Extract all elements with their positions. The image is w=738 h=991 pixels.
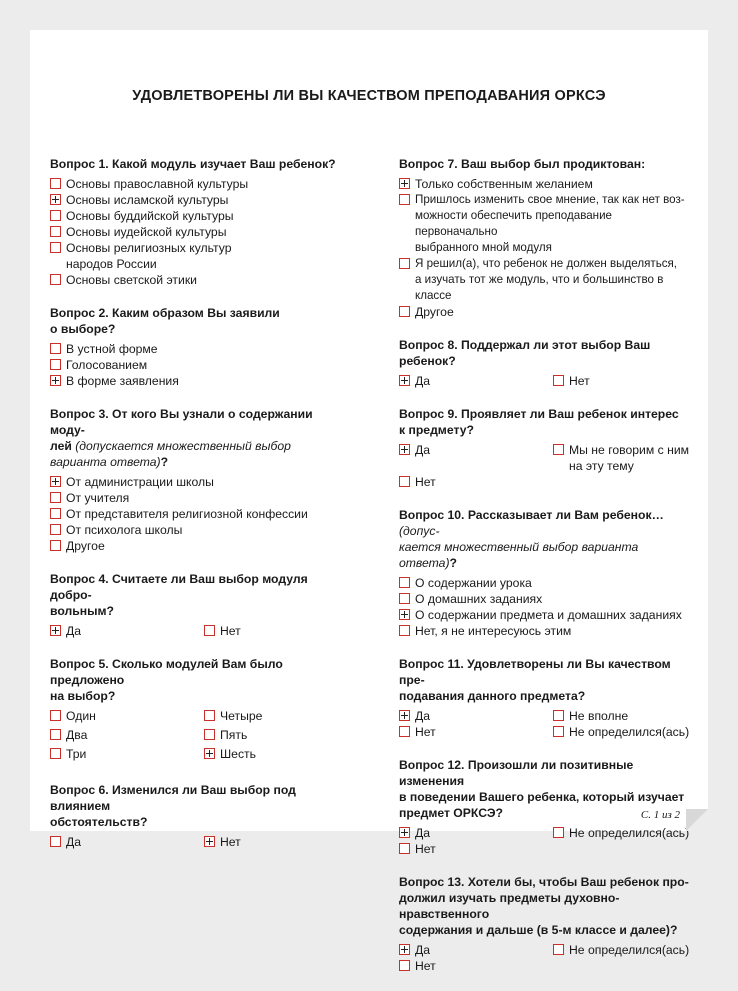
option-label: Только собственным желанием [415, 177, 593, 191]
checkbox-checked[interactable] [204, 836, 215, 847]
question-title: Вопрос 11. Удовлетворены ли Вы качеством пре- подавания данного предмета? [399, 657, 671, 703]
checkbox[interactable] [50, 748, 61, 759]
question-title: Вопрос 1. Какой модуль изучает Ваш ребенок? [50, 157, 336, 171]
question-2 [50, 305, 346, 389]
answer-option[interactable] [50, 373, 346, 389]
option-label: Не определился(ась) [569, 725, 690, 739]
answer-options [50, 176, 346, 288]
option-label: Три [66, 747, 87, 761]
option-label: Нет, я не интересуюсь этим [415, 624, 572, 638]
answer-option[interactable] [399, 176, 691, 192]
option-label: Нет [220, 835, 241, 849]
answer-option[interactable] [204, 623, 346, 639]
answer-option[interactable] [553, 373, 691, 389]
checkbox-checked[interactable] [399, 609, 410, 620]
checkbox[interactable] [50, 210, 61, 221]
option-label: От психолога школы [66, 523, 183, 537]
question-7 [399, 156, 691, 320]
option-label: О содержании предмета и домашних заданиях [415, 608, 682, 622]
question-text [50, 656, 346, 704]
checkbox[interactable] [399, 306, 410, 317]
checkbox[interactable] [50, 729, 61, 740]
answer-options [399, 373, 691, 389]
page-corner-fold [686, 809, 708, 831]
checkbox[interactable] [50, 274, 61, 285]
option-label: Нет [415, 475, 436, 489]
question-note: (допускается множественный выбор варианта ответа) [50, 439, 291, 469]
question-title: Вопрос 13. Хотели бы, чтобы Ваш ребенок про- должил изучать предметы духовно-нравственного содержания и дальше (в 5-м классе и далее)? [399, 875, 689, 937]
option-label: Не определился(ась) [569, 826, 690, 840]
answer-options [399, 176, 691, 320]
answer-option[interactable] [553, 708, 691, 724]
answer-option[interactable] [50, 341, 346, 357]
answer-options [399, 708, 691, 740]
question-text [399, 874, 691, 938]
option-label: Да [415, 826, 431, 840]
question-title: Вопрос 8. Поддержал ли этот выбор Ваш ребенок? [399, 338, 651, 368]
answer-options [50, 474, 346, 554]
question-10 [399, 507, 691, 639]
question-end-mark: ? [449, 556, 457, 570]
survey-page [30, 30, 708, 973]
checkbox[interactable] [399, 843, 410, 854]
question-3 [50, 406, 346, 554]
answer-option[interactable] [399, 256, 691, 304]
checkbox-checked[interactable] [50, 194, 61, 205]
answer-option[interactable] [204, 746, 346, 762]
answer-option[interactable] [204, 727, 346, 743]
page-title: УДОВЛЕТВОРЕНЫ ЛИ ВЫ КАЧЕСТВОМ ПРЕПОДАВАНИЯ ОРКСЭ [132, 88, 606, 104]
answer-option[interactable] [553, 825, 691, 841]
question-8 [399, 337, 691, 389]
checkbox[interactable] [50, 492, 61, 503]
answer-options [399, 825, 691, 857]
option-label: Нет [415, 725, 436, 739]
checkbox[interactable] [553, 375, 564, 386]
option-label: Не вполне [569, 709, 629, 723]
answer-options [399, 442, 691, 490]
option-label: Я решил(а), что ребенок не должен выделяться, а изучать тот же модуль, что и большинство в классе [415, 257, 678, 302]
question-text [399, 507, 691, 571]
checkbox-checked[interactable] [399, 178, 410, 189]
option-label: Да [415, 443, 431, 457]
answer-option[interactable] [50, 192, 346, 208]
answer-option[interactable] [50, 727, 204, 743]
checkbox[interactable] [50, 710, 61, 721]
answer-option[interactable] [399, 623, 691, 639]
answer-option[interactable] [50, 506, 346, 522]
answer-options [50, 623, 346, 639]
answer-option[interactable] [399, 958, 553, 974]
checkbox[interactable] [50, 359, 61, 370]
question-9 [399, 406, 691, 490]
checkbox-checked[interactable] [50, 476, 61, 487]
option-label: Пришлось изменить свое мнение, так как нет воз- можности обеспечить преподавание первоначально выбранного мной модуля [415, 193, 685, 254]
option-label: Другое [415, 305, 454, 319]
checkbox[interactable] [50, 524, 61, 535]
checkbox[interactable] [50, 508, 61, 519]
option-label: В устной форме [66, 342, 158, 356]
question-title: Вопрос 9. Проявляет ли Ваш ребенок интерес к предмету? [399, 407, 679, 437]
answer-option[interactable] [50, 474, 346, 490]
question-12 [399, 757, 691, 857]
question-title: Вопрос 3. От кого Вы узнали о содержании моду- лей [50, 407, 313, 453]
answer-option[interactable] [50, 240, 346, 272]
option-label: Другое [66, 539, 105, 553]
option-label: Один [66, 709, 96, 723]
option-label: Основы буддийской культуры [66, 209, 234, 223]
question-text [50, 571, 346, 619]
question-text [399, 337, 691, 369]
checkbox[interactable] [399, 577, 410, 588]
answer-option[interactable] [399, 474, 553, 490]
answer-option[interactable] [50, 224, 346, 240]
question-title: Вопрос 2. Каким образом Вы заявили о выборе? [50, 306, 280, 336]
option-label: Два [66, 728, 88, 742]
question-note: (допус- кается множественный выбор варианта ответа) [399, 524, 639, 570]
option-label: Нет [569, 374, 590, 388]
checkbox[interactable] [553, 726, 564, 737]
right-column [399, 156, 691, 991]
checkbox[interactable] [399, 625, 410, 636]
answer-option[interactable] [399, 708, 553, 724]
answer-option[interactable] [50, 176, 346, 192]
option-label: Да [66, 624, 82, 638]
question-5 [50, 656, 346, 765]
question-text [399, 656, 691, 704]
checkbox[interactable] [50, 226, 61, 237]
answer-option[interactable] [553, 724, 691, 740]
question-4 [50, 571, 346, 639]
question-title: Вопрос 5. Сколько модулей Вам было предложено на выбор? [50, 657, 283, 703]
left-column [50, 156, 346, 867]
checkbox-checked[interactable] [50, 625, 61, 636]
answer-option[interactable] [399, 373, 553, 389]
answer-options [50, 834, 346, 850]
option-label: Основы православной культуры [66, 177, 249, 191]
option-label: Голосованием [66, 358, 148, 372]
option-label: Основы светской этики [66, 273, 197, 287]
answer-option[interactable] [553, 442, 691, 474]
option-label: Да [415, 374, 431, 388]
option-label: От представителя религиозной конфессии [66, 507, 308, 521]
answer-option[interactable] [399, 442, 553, 474]
answer-options [399, 942, 691, 974]
option-label: Не определился(ась) [569, 943, 690, 957]
question-title: Вопрос 12. Произошли ли позитивные изменения в поведении Вашего ребенка, который изучает предмет ОРКСЭ? [399, 758, 685, 820]
answer-option[interactable] [50, 208, 346, 224]
question-text [399, 406, 691, 438]
answer-option[interactable] [50, 538, 346, 554]
option-label: Да [415, 943, 431, 957]
checkbox[interactable] [204, 625, 215, 636]
question-end-mark: ? [160, 455, 169, 469]
option-label: Основы иудейской культуры [66, 225, 227, 239]
checkbox[interactable] [204, 729, 215, 740]
checkbox-checked[interactable] [50, 375, 61, 386]
checkbox[interactable] [399, 194, 410, 205]
option-label: О домашних заданиях [415, 592, 543, 606]
answer-option[interactable] [50, 834, 204, 850]
question-title: Вопрос 4. Считаете ли Ваш выбор модуля добро- вольным? [50, 572, 308, 618]
option-label: Да [415, 709, 431, 723]
option-label: Основы религиозных культур народов России [66, 241, 232, 271]
option-label: О содержании урока [415, 576, 532, 590]
answer-options [50, 708, 346, 765]
question-text [50, 156, 346, 172]
question-1 [50, 156, 346, 288]
question-13 [399, 874, 691, 974]
checkbox[interactable] [399, 476, 410, 487]
question-text [50, 305, 346, 337]
checkbox[interactable] [553, 710, 564, 721]
option-label: Нет [220, 624, 241, 638]
question-title: Вопрос 10. Рассказывает ли Вам ребенок… [399, 508, 664, 522]
checkbox[interactable] [50, 343, 61, 354]
question-text [50, 782, 346, 830]
answer-option[interactable] [399, 841, 553, 857]
checkbox[interactable] [50, 178, 61, 189]
answer-option[interactable] [399, 304, 691, 320]
option-label: Основы исламской культуры [66, 193, 229, 207]
answer-option[interactable] [50, 623, 204, 639]
checkbox[interactable] [399, 960, 410, 971]
option-label: Шесть [220, 747, 256, 761]
question-text [50, 406, 346, 470]
checkbox-checked[interactable] [399, 444, 410, 455]
answer-option[interactable] [50, 272, 346, 288]
question-11 [399, 656, 691, 740]
checkbox-checked[interactable] [204, 748, 215, 759]
checkbox[interactable] [553, 827, 564, 838]
answer-option[interactable] [50, 522, 346, 538]
option-label: От администрации школы [66, 475, 214, 489]
question-title: Вопрос 7. Ваш выбор был продиктован: [399, 157, 646, 171]
question-6 [50, 782, 346, 850]
checkbox-checked[interactable] [399, 375, 410, 386]
answer-option[interactable] [399, 575, 691, 591]
checkbox-checked[interactable] [399, 827, 410, 838]
option-label: Мы не говорим с ним на эту тему [569, 443, 690, 473]
answer-option[interactable] [399, 192, 691, 256]
checkbox[interactable] [50, 836, 61, 847]
checkbox[interactable] [553, 444, 564, 455]
option-label: Нет [415, 842, 436, 856]
checkbox[interactable] [50, 540, 61, 551]
option-label: От учителя [66, 491, 130, 505]
answer-option[interactable] [50, 746, 204, 762]
answer-option[interactable] [50, 357, 346, 373]
answer-option[interactable] [553, 942, 691, 958]
checkbox[interactable] [399, 726, 410, 737]
question-title: Вопрос 6. Изменился ли Ваш выбор под влиянием обстоятельств? [50, 783, 296, 829]
answer-option[interactable] [204, 708, 346, 724]
answer-options [399, 575, 691, 639]
answer-option[interactable] [399, 825, 553, 841]
answer-option[interactable] [50, 708, 204, 724]
checkbox[interactable] [204, 710, 215, 721]
answer-option[interactable] [204, 834, 346, 850]
checkbox[interactable] [50, 242, 61, 253]
checkbox[interactable] [399, 593, 410, 604]
option-label: Пять [220, 728, 248, 742]
question-text [399, 156, 691, 172]
checkbox-checked[interactable] [399, 710, 410, 721]
checkbox[interactable] [553, 944, 564, 955]
answer-option[interactable] [50, 490, 346, 506]
answer-option[interactable] [399, 591, 691, 607]
answer-option[interactable] [399, 724, 553, 740]
page-number: С. 1 из 2 [640, 809, 680, 821]
checkbox-checked[interactable] [399, 944, 410, 955]
answer-option[interactable] [399, 942, 553, 958]
checkbox[interactable] [399, 258, 410, 269]
option-label: Четыре [220, 709, 263, 723]
option-label: Да [66, 835, 82, 849]
option-label: Нет [415, 959, 436, 973]
option-label: В форме заявления [66, 374, 179, 388]
answer-options [50, 341, 346, 389]
answer-option[interactable] [399, 607, 691, 623]
